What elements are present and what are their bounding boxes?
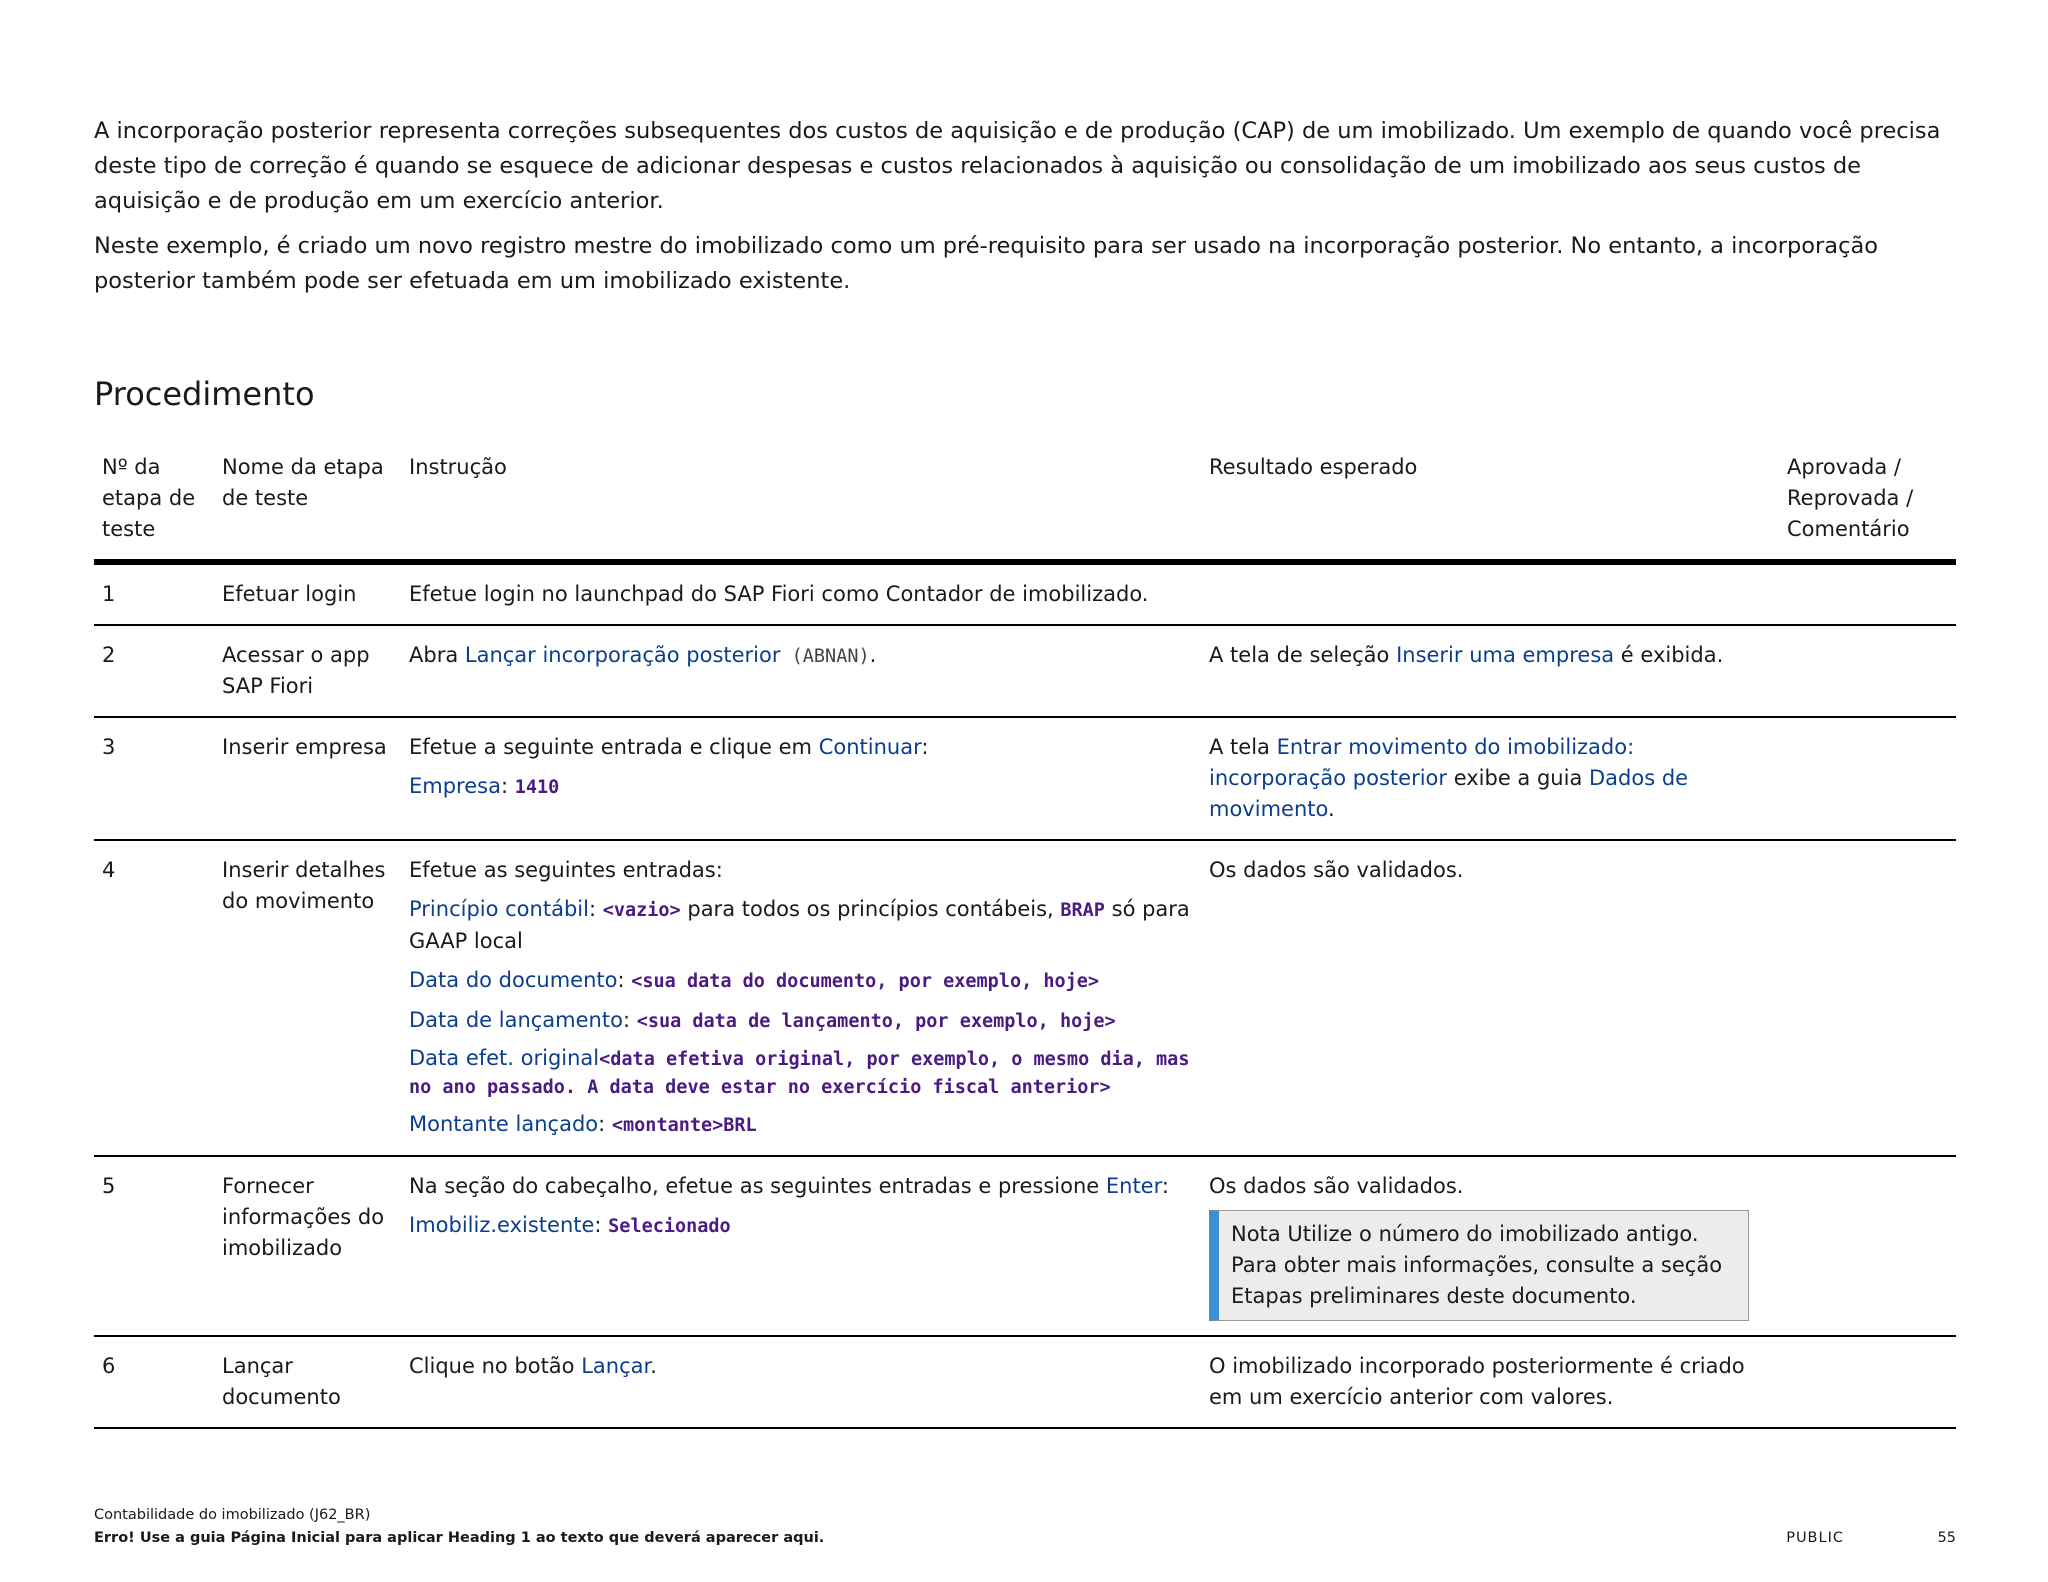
result-text: A tela [1209, 735, 1277, 759]
step-number: 2 [102, 643, 116, 667]
instruction-text: Na seção do cabeçalho, efetue as seguintes entradas e pressione [409, 1174, 1106, 1198]
step-number: 4 [102, 858, 116, 882]
step-name: Lançar documento [222, 1354, 341, 1409]
step-instruction [401, 840, 1201, 1156]
step-comment [1779, 840, 1956, 1156]
header-step-name: Nome da etapa de teste [222, 455, 384, 510]
step-instruction [401, 1156, 1201, 1336]
step-comment [1779, 1336, 1956, 1428]
field-value: Selecionado [608, 1216, 731, 1237]
header-instruction: Instrução [409, 455, 507, 479]
screen-name: Inserir uma empresa [1396, 643, 1615, 667]
header-expected-result: Resultado esperado [1209, 455, 1418, 479]
field-value: 1410 [514, 777, 560, 798]
page-footer [94, 1504, 1956, 1550]
field-separator: : [500, 774, 515, 798]
table-row [94, 717, 1956, 840]
instruction-text: . [650, 1354, 657, 1378]
step-name: Efetuar login [222, 582, 357, 606]
classification-label: PUBLIC [1786, 1530, 1844, 1546]
instruction-text: Efetue a seguinte entrada e clique em [409, 735, 819, 759]
instruction-text: : [1161, 1174, 1169, 1198]
field-value: BRAP [1060, 900, 1105, 921]
step-expected-result [1201, 625, 1779, 717]
instruction-text: Efetue as seguintes entradas: [409, 858, 723, 882]
field-separator: : [598, 1112, 612, 1136]
field-label: Empresa [409, 774, 501, 798]
field-separator: : [622, 1008, 637, 1032]
tab-name: Dados de movimento [1209, 766, 1689, 821]
procedure-table [94, 444, 1956, 1429]
field-label: Imobiliz.existente [409, 1213, 595, 1237]
enter-key-label: Enter [1105, 1174, 1162, 1198]
field-label: Montante lançado [409, 1112, 599, 1136]
field-label: Princípio contábil [409, 897, 589, 921]
step-name: Inserir empresa [222, 735, 387, 759]
app-name-link: Lançar incorporação posterior [464, 643, 781, 667]
field-label: Data de lançamento [409, 1008, 623, 1032]
continue-button-label: Continuar [818, 735, 922, 759]
instruction-text: . [869, 643, 877, 667]
step-number: 5 [102, 1174, 116, 1198]
instruction-text: só para GAAP local [409, 897, 1190, 953]
instruction-text: Abra [409, 643, 465, 667]
step-instruction [401, 717, 1201, 840]
intro-paragraph-1: A incorporação posterior representa correções subsequentes dos custos de aquisição e de produção (CAP) de um imobilizado. Um exemplo de quando você precisa deste tipo de correção é quando se esquece de adicionar despesas e custos relacionados à aquisição ou consolidação de um imobilizado aos seus custos de aquisição e de produção em um exercício anterior. [94, 118, 1941, 214]
field-separator: : [588, 897, 603, 921]
table-row [94, 1336, 1956, 1428]
screen-name: Entrar movimento do imobilizado: incorporação posterior [1209, 735, 1635, 790]
field-separator: : [617, 968, 632, 992]
step-number: 6 [102, 1354, 116, 1378]
table-row [94, 840, 1956, 1156]
step-comment [1779, 562, 1956, 625]
field-value: <data efetiva original, por exemplo, o mesmo dia, mas no ano passado. A data deve estar no exercício fiscal anterior> [409, 1049, 1190, 1098]
step-number: 3 [102, 735, 116, 759]
step-name: Inserir detalhes do movimento [222, 858, 386, 913]
result-text: exibe a guia [1447, 766, 1589, 790]
intro-paragraph-2: Neste exemplo, é criado um novo registro mestre do imobilizado como um pré-requisito para ser usado na incorporação posterior. No entanto, a incorporação posterior também pode ser efetuada em um imobilizado existente. [94, 233, 1878, 294]
step-instruction: Efetue login no launchpad do SAP Fiori como Contador de imobilizado. [409, 582, 1149, 606]
note-box: Nota Utilize o número do imobilizado antigo. Para obter mais informações, consulte a seção Etapas preliminares deste documento. [1209, 1210, 1749, 1321]
step-expected-result: Os dados são validados. [1209, 858, 1464, 882]
field-value: <vazio> [602, 900, 681, 921]
table-row [94, 1156, 1956, 1336]
field-separator: : [594, 1213, 609, 1237]
instruction-text: Clique no botão [409, 1354, 582, 1378]
result-text: . [1327, 797, 1335, 821]
intro-section [94, 114, 1956, 299]
header-step-number: Nº da etapa de teste [102, 455, 196, 541]
step-name: Acessar o app SAP Fiori [222, 643, 370, 698]
document-body [94, 114, 1956, 1429]
field-label: Data efet. original [409, 1046, 600, 1070]
step-expected-result: O imobilizado incorporado posteriormente é criado em um exercício anterior com valores. [1209, 1354, 1745, 1409]
result-text: A tela de seleção [1209, 643, 1397, 667]
table-header-row [94, 444, 1956, 562]
table-row [94, 625, 1956, 717]
instruction-text: : [921, 735, 929, 759]
step-comment [1779, 717, 1956, 840]
table-row [94, 562, 1956, 625]
footer-heading-error: Erro! Use a guia Página Inicial para aplicar Heading 1 ao texto que deverá aparecer aqui. [94, 1530, 825, 1546]
result-text: Os dados são validados. [1209, 1174, 1464, 1198]
step-comment [1779, 1156, 1956, 1336]
step-expected-result [1201, 717, 1779, 840]
transaction-code: (ABNAN) [780, 646, 870, 667]
header-pass-fail-comment: Aprovada / Reprovada / Comentário [1787, 455, 1914, 541]
step-instruction [401, 1336, 1201, 1428]
post-button-label: Lançar [581, 1354, 651, 1378]
result-text: é exibida. [1614, 643, 1724, 667]
step-name: Fornecer informações do imobilizado [222, 1174, 385, 1260]
field-value: <montante>BRL [611, 1115, 757, 1136]
page-number: 55 [1937, 1530, 1956, 1546]
step-comment [1779, 625, 1956, 717]
footer-document-title: Contabilidade do imobilizado (J62_BR) [94, 1507, 371, 1523]
field-value: <sua data de lançamento, por exemplo, hoje> [636, 1011, 1116, 1032]
field-label: Data do documento [409, 968, 618, 992]
step-instruction [401, 625, 1201, 717]
step-number: 1 [102, 582, 116, 606]
field-value: <sua data do documento, por exemplo, hoje> [631, 971, 1100, 992]
section-title: Procedimento [94, 375, 315, 413]
step-expected-result [1201, 562, 1779, 625]
instruction-text: para todos os princípios contábeis, [680, 897, 1061, 921]
step-expected-result [1201, 1156, 1779, 1336]
